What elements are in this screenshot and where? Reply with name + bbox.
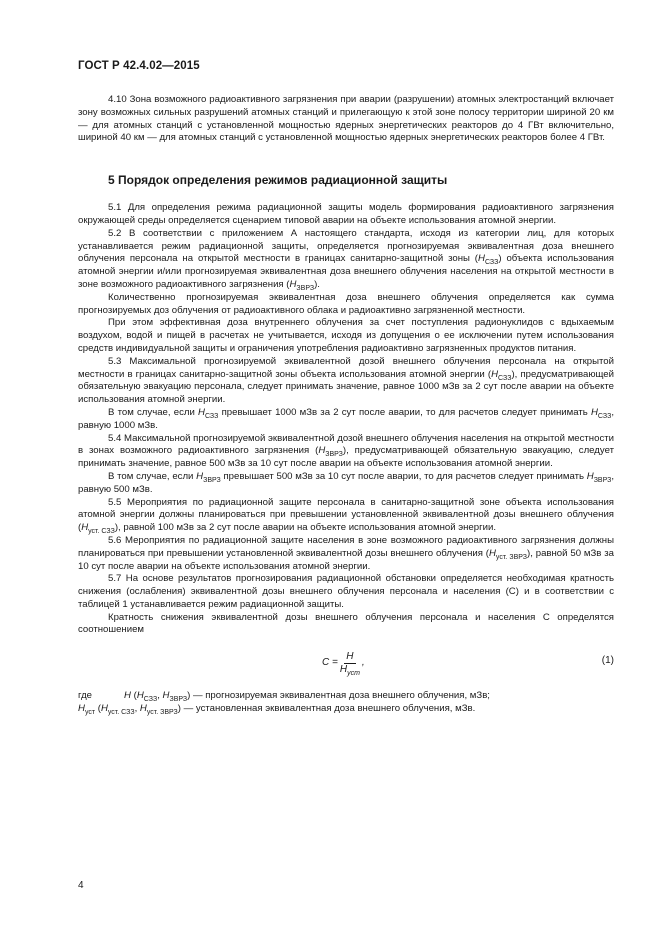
formula-legend [78,689,614,715]
formula-fraction [340,651,360,676]
legend-row-h: где H ($H_{СЗЗ}$, $H_{ЗВРЗ}$) — прогнозируемая эквивалентная доза внешнего облучения, мЗв; [78,690,490,704]
paragraph-5-3-case: В том случае, если $H_{СЗЗ}$ превышает 1000 мЗв за 2 сут после аварии, то для расчетов следует принимать $H_{СЗЗ}$, равную 1000 мЗв. [78,406,614,431]
formula-1 [78,647,614,681]
paragraph-5-6: 5.6 Мероприятия по радиационной защите населения в зоне возможного радиоактивного загрязнения должны планироваться при превышении установленной эквивалентной дозы внешнего облучения $(H_{уст. ЗВРЗ})$, равной 50 мЗв за 10 сут после аварии на объекте использования атомной энергии. [78,534,614,572]
formula-number: (1) [601,655,614,667]
paragraph-internal-dose: При этом эффективная доза внутреннего облучения за счет поступления радионуклидов с вдыхаемым воздухом, водой и пищей в расчетах не учитывается, исходя из допущения о ее исключении путем использования средств индивидуальной защиты и ограничения употребления радиоактивно загрязненных продуктов питания. [78,317,614,354]
document-body [78,94,614,715]
formula-expression [322,651,365,676]
legend-row-hust: $H_{уст}$ ($H_{уст. СЗЗ}$, $H_{уст. ЗВРЗ}$) — установленная эквивалентная доза внешнего облучения, мЗв. [78,703,476,717]
page-number: 4 [78,880,84,891]
paragraph-5-5: 5.5 Мероприятия по радиационной защите персонала в санитарно-защитной зоне объекта использования атомной энергии должны планироваться при превышении установленной эквивалентной дозы внешнего облучения $(H_{уст. СЗЗ})$, равной 100 мЗв за 2 сут после аварии на объекте использования атомной энергии. [78,496,614,536]
formula-numerator: H [346,651,354,663]
paragraph-ratio: Кратность снижения эквивалентной дозы внешнего облучения персонала и населения С определятся соотношением [78,611,614,636]
formula-denominator: $H_{уст}$ [339,664,360,678]
paragraph-5-7: 5.7 На основе результатов прогнозирования радиационной обстановки определяется необходимая кратность снижения (ослабления) эквивалентной дозы внешнего облучения персонала и населения (С) и в соответствии с таблицей 1 устанавливается режим радиационной защиты. [78,573,614,610]
paragraph-quantity: Количественно прогнозируемая эквивалентная доза внешнего облучения определяется как сумма прогнозируемых доз облучения от радиоактивного облака и радиоактивно загрязненной местности. [78,291,614,316]
formula-lhs: C = [322,657,338,669]
paragraph-5-2: 5.2 В соответствии с приложением А настоящего стандарта, исходя из категории лиц, для которых устанавливается режим радиационной защиты, определяется прогнозируемая эквивалентная доза внешнего облучения персонала на открытой местности в границах санитарно-защитной зоны $(H_{СЗЗ})$ объекта использования атомной энергии и/или прогнозируемая эквивалентная доза внешнего облучения населения на открытой местности в зоне возможного радиоактивного загрязнения $(H_{ЗВРЗ})$. [78,227,615,292]
formula-tail: , [361,657,365,669]
paragraph-5-4-case: В том случае, если $H_{ЗВРЗ}$ превышает 500 мЗв за 10 сут после аварии, то для расчетов следует принимать $H_{ЗВРЗ}$, равную 500 мЗв. [78,470,614,495]
section-title: 5 Порядок определения режимов радиационной защиты [108,173,448,188]
paragraph-5-1: 5.1 Для определения режима радиационной защиты модель формирования радиоактивного загрязнения окружающей среды определяется сценарием типовой аварии на объекте использования атомной энергии. [78,202,614,226]
paragraph-4-10: 4.10 Зона возможного радиоактивного загрязнения при аварии (разрушении) атомных электростанций включает зону возможных сильных разрушений атомных станций и прилегающую к этой зоне полосу территории шириной 20 км — для атомных станций с установленной мощностью ядерных энергетических реакторов до 4 ГВт включительно, шириной 40 км — для атомных станций с установленной мощностью ядерных энергетических реакторов более 4 ГВт. [78,94,614,144]
paragraph-5-3: 5.3 Максимальной прогнозируемой эквивалентной дозой внешнего облучения персонала на открытой местности в границах санитарно-защитной зоны объекта использования атомной энергии $(H_{СЗЗ})$, предусматривающей обязательную эвакуацию персонала, следует принимать значение, равное 1000 мЗв за 2 сут после аварии на объекте использования атомной энергии. [78,355,614,406]
document-header: ГОСТ Р 42.4.02—2015 [78,60,200,72]
paragraph-5-4: 5.4 Максимальной прогнозируемой эквивалентной дозой внешнего облучения населения на открытой местности в зонах возможного радиоактивного загрязнения $(H_{ЗВРЗ})$, предусматривающей обязательную эвакуацию, следует принимать значение, равное 500 мЗв за 10 сут после аварии на объекте использования атомной энергии. [78,432,614,470]
